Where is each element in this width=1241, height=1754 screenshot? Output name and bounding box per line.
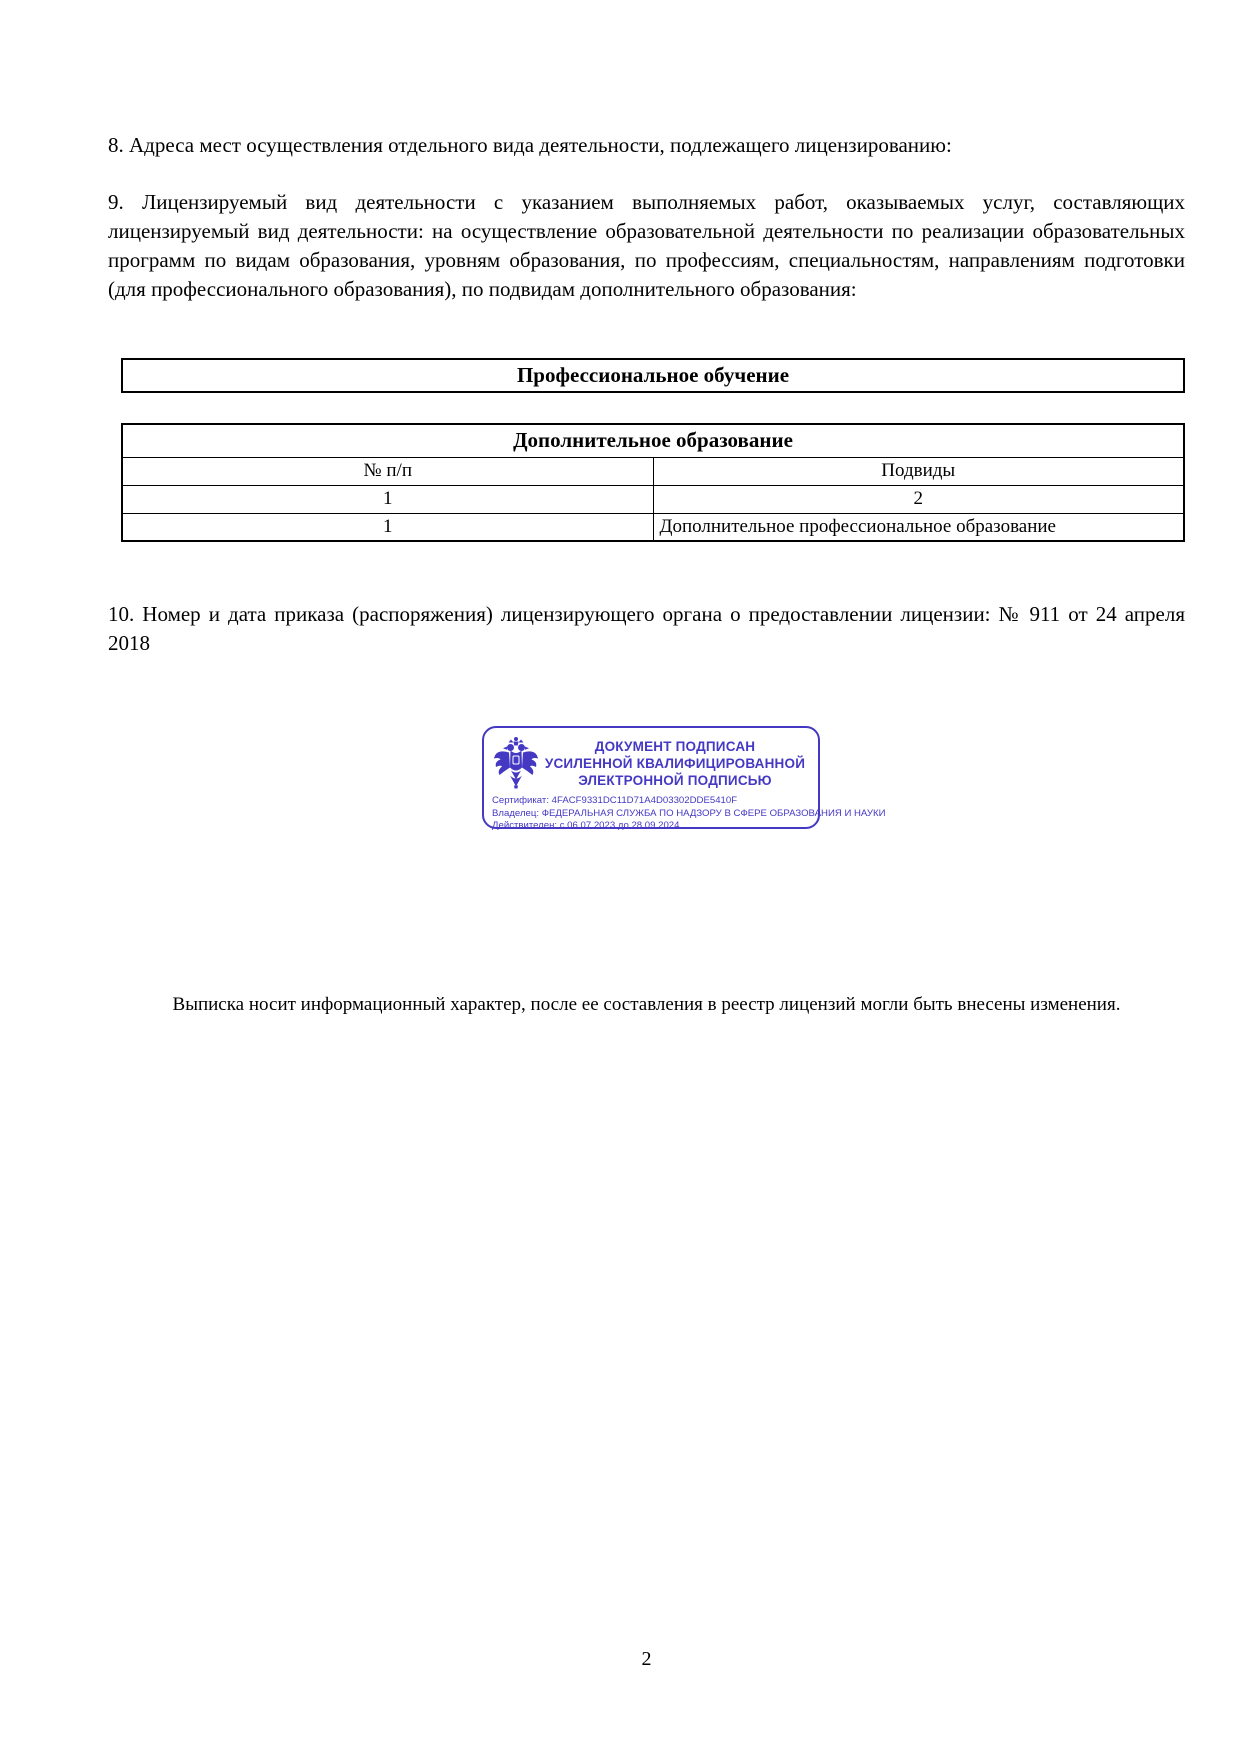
additional-education-table bbox=[121, 423, 1185, 542]
stamp-validity: Действителен: с 06.07.2023 до 28.09.2024 bbox=[492, 820, 680, 831]
stamp-top-section bbox=[492, 734, 810, 791]
table-title-row bbox=[122, 424, 1184, 457]
column-number-cell: 1 bbox=[122, 485, 653, 513]
page-number: 2 bbox=[641, 1648, 652, 1670]
paragraph-8: 8. Адреса мест осуществления отдельного вида деятельности, подлежащего лицензированию: bbox=[108, 133, 952, 157]
table-header-row bbox=[122, 457, 1184, 485]
professional-training-table bbox=[121, 358, 1185, 393]
column-header-subtypes: Подвиды bbox=[653, 457, 1184, 485]
stamp-certificate: Сертификат: 4FACF9331DC11D71A4D03302DDE5410F bbox=[492, 795, 738, 806]
professional-training-title: Профессиональное обучение bbox=[122, 359, 1184, 392]
stamp-title-line: ДОКУМЕНТ ПОДПИСАН bbox=[594, 739, 756, 754]
row-subtype-cell: Дополнительное профессиональное образование bbox=[653, 513, 1184, 541]
paragraph-9: 9. Лицензируемый вид деятельности с указанием выполняемых работ, оказываемых услуг, составляющих лицензируемый вид деятельности: на осуществление образовательной деятельности по реализации образовательных программ по видам образования, уровням образования, по профессиям, специальностям, направлениям подготовки (для профессионального образования), по подвидам дополнительного образования: bbox=[108, 190, 1185, 301]
table-row bbox=[122, 359, 1184, 392]
table-row bbox=[122, 513, 1184, 541]
additional-education-title: Дополнительное образование bbox=[122, 424, 1184, 457]
coat-of-arms-icon bbox=[492, 735, 540, 791]
column-number-cell: 2 bbox=[653, 485, 1184, 513]
stamp-title bbox=[540, 734, 810, 789]
stamp-owner: Владелец: ФЕДЕРАЛЬНАЯ СЛУЖБА ПО НАДЗОРУ В СФЕРЕ ОБРАЗОВАНИЯ И НАУКИ bbox=[492, 807, 886, 819]
stamp-details bbox=[492, 795, 886, 833]
signature-stamp bbox=[482, 726, 886, 831]
stamp-title-line: ЭЛЕКТРОННОЙ ПОДПИСЬЮ bbox=[578, 773, 772, 788]
stamp-title-line: УСИЛЕННОЙ КВАЛИФИЦИРОВАННОЙ bbox=[544, 756, 806, 771]
table-column-number-row bbox=[122, 485, 1184, 513]
paragraph-10: 10. Номер и дата приказа (распоряжения) лицензирующего органа о предоставлении лицензии: № 911 от 24 апреля 2018 bbox=[108, 602, 1185, 655]
footer-note: Выписка носит информационный характер, после ее составления в реестр лицензий могли быть внесены изменения. bbox=[172, 994, 1121, 1015]
row-number-cell: 1 bbox=[122, 513, 653, 541]
column-header-number: № п/п bbox=[122, 457, 653, 485]
